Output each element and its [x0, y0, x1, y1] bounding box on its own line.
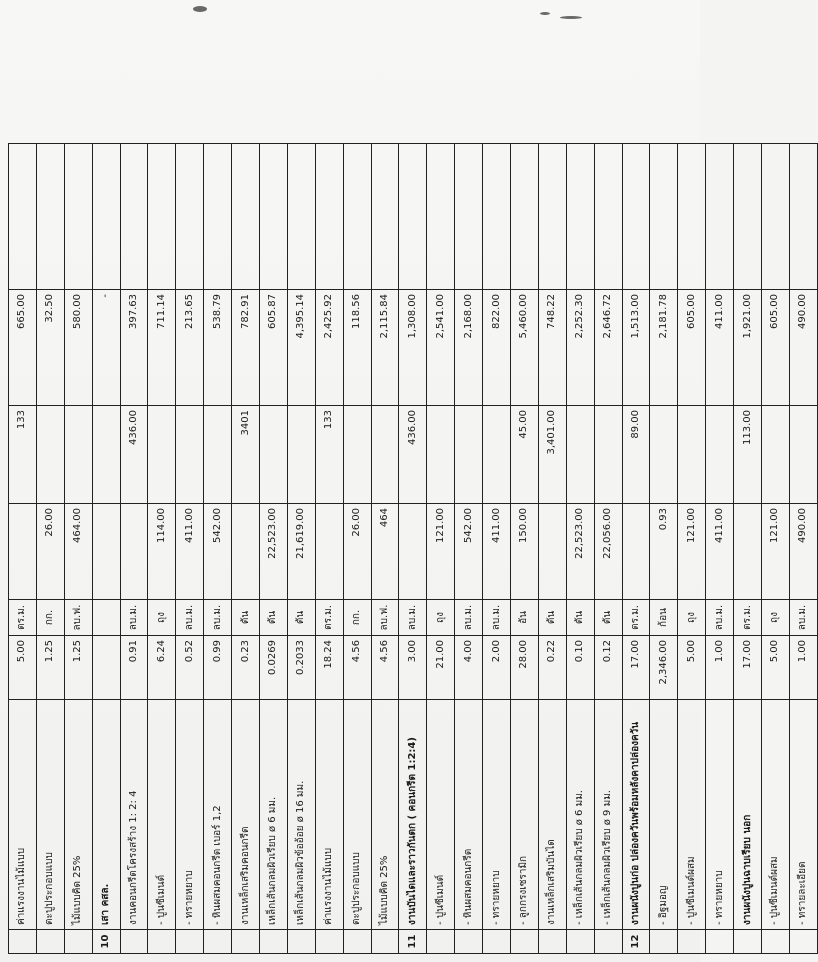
item-number-cell — [455, 930, 483, 954]
quantity-cell: 5.00 — [9, 636, 37, 700]
material-unit-price-cell — [399, 504, 427, 600]
total-cost-cell: 4,395.14 — [287, 290, 315, 406]
total-cost-cell: 580.00 — [64, 290, 92, 406]
description-cell: - หินผสมคอนกรีต เบอร์ 1,2 — [204, 700, 232, 930]
table-row — [538, 144, 566, 954]
table-body — [9, 144, 818, 954]
unit-cell: ตัน — [232, 600, 260, 636]
description-cell: เหล็กเส้นกลมผิวเรียบ ø 6 มม. — [260, 700, 288, 930]
quantity-cell: 17.00 — [622, 636, 650, 700]
description-cell: งานบันไดและราวกันตก ( คอนกรีต 1:2:4) — [399, 700, 427, 930]
material-unit-price-cell — [92, 504, 120, 600]
total-cost-cell: 1,308.00 — [399, 290, 427, 406]
total-cost-cell: 32.50 — [36, 290, 64, 406]
material-unit-price-cell — [622, 504, 650, 600]
item-number-cell — [566, 930, 594, 954]
quantity-cell: 5.00 — [678, 636, 706, 700]
unit-cell: ลบ.ม. — [483, 600, 511, 636]
quantity-cell: 28.00 — [511, 636, 539, 700]
quantity-cell: 6.24 — [148, 636, 176, 700]
item-number-cell: 12 — [622, 930, 650, 954]
item-number-cell — [594, 930, 622, 954]
material-unit-price-cell — [734, 504, 762, 600]
table-row — [204, 144, 232, 954]
labor-unit-price-cell: 3401 — [232, 406, 260, 504]
unit-cell: ตัน — [538, 600, 566, 636]
remark-cell — [483, 144, 511, 290]
total-cost-cell: 2,252.30 — [566, 290, 594, 406]
labor-unit-price-cell — [287, 406, 315, 504]
table-row — [650, 144, 678, 954]
quantity-cell: 4.56 — [371, 636, 399, 700]
quantity-cell: 1.25 — [64, 636, 92, 700]
unit-cell: ถุง — [762, 600, 790, 636]
unit-cell: กก. — [343, 600, 371, 636]
total-cost-cell: 711.14 — [148, 290, 176, 406]
remark-cell — [706, 144, 734, 290]
labor-unit-price-cell — [427, 406, 455, 504]
unit-cell: ตัน — [566, 600, 594, 636]
total-cost-cell: 605.00 — [762, 290, 790, 406]
quantity-cell: 3.00 — [399, 636, 427, 700]
material-unit-price-cell: 490.00 — [789, 504, 817, 600]
unit-cell: ลบ.ม. — [176, 600, 204, 636]
labor-unit-price-cell: 45.00 — [511, 406, 539, 504]
quantity-cell: 0.10 — [566, 636, 594, 700]
remark-cell — [538, 144, 566, 290]
quantity-cell — [92, 636, 120, 700]
item-number-cell — [343, 930, 371, 954]
table-row — [455, 144, 483, 954]
material-unit-price-cell: 114.00 — [148, 504, 176, 600]
table-row — [399, 144, 427, 954]
quantity-cell: 21.00 — [427, 636, 455, 700]
item-number-cell — [762, 930, 790, 954]
total-cost-cell: 411.00 — [706, 290, 734, 406]
item-number-cell — [371, 930, 399, 954]
labor-unit-price-cell — [176, 406, 204, 504]
table-row — [36, 144, 64, 954]
table-row — [371, 144, 399, 954]
material-unit-price-cell — [120, 504, 148, 600]
unit-cell: ถุง — [148, 600, 176, 636]
total-cost-cell: 605.00 — [678, 290, 706, 406]
remark-cell — [622, 144, 650, 290]
quantity-cell: 18.24 — [315, 636, 343, 700]
description-cell: งานผนังปูนก่อ ปล่องควันพร้อมหลังคาปล่องควัน — [622, 700, 650, 930]
remark-cell — [287, 144, 315, 290]
description-cell: งานผนังปูนฉาบเรียบ นอก — [734, 700, 762, 930]
remark-cell — [9, 144, 37, 290]
material-unit-price-cell: 26.00 — [36, 504, 64, 600]
material-unit-price-cell — [9, 504, 37, 600]
description-cell: - เหล็กเส้นกลมผิวเรียบ ø 9 มม. — [594, 700, 622, 930]
material-unit-price-cell: 22,523.00 — [566, 504, 594, 600]
total-cost-cell: 118.56 — [343, 290, 371, 406]
material-unit-price-cell: 26.00 — [343, 504, 371, 600]
material-unit-price-cell: 121.00 — [427, 504, 455, 600]
remark-cell — [789, 144, 817, 290]
labor-unit-price-cell: 436.00 — [399, 406, 427, 504]
unit-cell: ลบ.ม. — [204, 600, 232, 636]
item-number-cell — [9, 930, 37, 954]
quantity-cell: 0.91 — [120, 636, 148, 700]
item-number-cell — [678, 930, 706, 954]
item-number-cell — [706, 930, 734, 954]
remark-cell — [260, 144, 288, 290]
item-number-cell — [176, 930, 204, 954]
total-cost-cell: 2,541.00 — [427, 290, 455, 406]
unit-cell: ลบ.ฟ. — [371, 600, 399, 636]
unit-cell: ถุง — [427, 600, 455, 636]
total-cost-cell: 538.79 — [204, 290, 232, 406]
remark-cell — [343, 144, 371, 290]
labor-unit-price-cell: 113.00 — [734, 406, 762, 504]
table-row — [706, 144, 734, 954]
unit-cell: ตร.ม. — [9, 600, 37, 636]
unit-cell: ถุง — [678, 600, 706, 636]
table-row — [511, 144, 539, 954]
unit-cell: ตัน — [594, 600, 622, 636]
unit-cell: ตร.ม. — [734, 600, 762, 636]
description-cell: ตะปูประกอบแบบ — [36, 700, 64, 930]
remark-cell — [650, 144, 678, 290]
description-cell: ค่าแรงงานไม้แบบ — [9, 700, 37, 930]
table-row — [789, 144, 817, 954]
remark-cell — [678, 144, 706, 290]
quantity-cell: 2,346.00 — [650, 636, 678, 700]
material-unit-price-cell: 22,056.00 — [594, 504, 622, 600]
table-row — [120, 144, 148, 954]
labor-unit-price-cell: 133 — [9, 406, 37, 504]
quantity-cell: 5.00 — [762, 636, 790, 700]
description-cell: เหล็กเส้นกลมผิวข้ออ้อย ø 16 มม. — [287, 700, 315, 930]
table-row — [287, 144, 315, 954]
total-cost-cell: 605.87 — [260, 290, 288, 406]
material-unit-price-cell: 464.00 — [64, 504, 92, 600]
quantity-cell: 1.25 — [36, 636, 64, 700]
quantity-cell: 0.23 — [232, 636, 260, 700]
labor-unit-price-cell — [371, 406, 399, 504]
total-cost-cell: 2,425.92 — [315, 290, 343, 406]
remark-cell — [148, 144, 176, 290]
quantity-cell: 4.00 — [455, 636, 483, 700]
description-cell: - ทรายหยาบ — [706, 700, 734, 930]
table-row — [148, 144, 176, 954]
table-row — [734, 144, 762, 954]
labor-unit-price-cell — [650, 406, 678, 504]
remark-cell — [315, 144, 343, 290]
item-number-cell — [287, 930, 315, 954]
item-number-cell — [650, 930, 678, 954]
labor-unit-price-cell — [455, 406, 483, 504]
item-number-cell — [315, 930, 343, 954]
item-number-cell — [538, 930, 566, 954]
remark-cell — [64, 144, 92, 290]
description-cell: - ลูกกรงเซรามิก — [511, 700, 539, 930]
total-cost-cell: 5,460.00 — [511, 290, 539, 406]
quantity-cell: 1.00 — [706, 636, 734, 700]
labor-unit-price-cell: 436.00 — [120, 406, 148, 504]
description-cell: - ทรายหยาบ — [176, 700, 204, 930]
unit-cell: ลบ.ม. — [455, 600, 483, 636]
remark-cell — [762, 144, 790, 290]
item-number-cell — [734, 930, 762, 954]
material-unit-price-cell: 150.00 — [511, 504, 539, 600]
unit-cell: ตร.ม. — [622, 600, 650, 636]
material-unit-price-cell: 411.00 — [706, 504, 734, 600]
material-unit-price-cell: 22,523.00 — [260, 504, 288, 600]
scan-smudge — [540, 12, 550, 15]
remark-cell — [204, 144, 232, 290]
total-cost-cell: 2,646.72 — [594, 290, 622, 406]
item-number-cell — [148, 930, 176, 954]
description-cell: เสา คสล. — [92, 700, 120, 930]
table-row — [427, 144, 455, 954]
material-unit-price-cell — [538, 504, 566, 600]
labor-unit-price-cell — [260, 406, 288, 504]
quantity-cell: 0.0269 — [260, 636, 288, 700]
quantity-cell: 4.56 — [343, 636, 371, 700]
unit-cell: ลบ.ม. — [789, 600, 817, 636]
total-cost-cell: 213.65 — [176, 290, 204, 406]
table-row — [678, 144, 706, 954]
labor-unit-price-cell — [148, 406, 176, 504]
rotated-cost-table-page — [8, 144, 809, 954]
description-cell: ไม้แบบคิด 25% — [64, 700, 92, 930]
table-row — [176, 144, 204, 954]
labor-unit-price-cell — [762, 406, 790, 504]
material-unit-price-cell — [315, 504, 343, 600]
labor-unit-price-cell — [483, 406, 511, 504]
description-cell: งานเหล็กเสริมคอนกรีต — [232, 700, 260, 930]
item-number-cell — [260, 930, 288, 954]
total-cost-cell: 1,921.00 — [734, 290, 762, 406]
table-row — [594, 144, 622, 954]
labor-unit-price-cell — [343, 406, 371, 504]
table-row — [343, 144, 371, 954]
item-number-cell — [483, 930, 511, 954]
remark-cell — [594, 144, 622, 290]
quantity-cell: 17.00 — [734, 636, 762, 700]
total-cost-cell: 2,168.00 — [455, 290, 483, 406]
remark-cell — [176, 144, 204, 290]
description-cell: - อิฐมอญ — [650, 700, 678, 930]
labor-unit-price-cell — [566, 406, 594, 504]
labor-unit-price-cell — [678, 406, 706, 504]
total-cost-cell: 397.63 — [120, 290, 148, 406]
remark-cell — [511, 144, 539, 290]
unit-cell: กก. — [36, 600, 64, 636]
unit-cell: ลบ.ม. — [120, 600, 148, 636]
total-cost-cell: 490.00 — [789, 290, 817, 406]
table-row — [64, 144, 92, 954]
description-cell: - ทรายหยาบ — [483, 700, 511, 930]
item-number-cell — [204, 930, 232, 954]
item-number-cell: 10 — [92, 930, 120, 954]
quantity-cell: 0.12 — [594, 636, 622, 700]
description-cell: ตะปูประกอบแบบ — [343, 700, 371, 930]
table-row — [566, 144, 594, 954]
quantity-cell: 1.00 — [789, 636, 817, 700]
table-row — [260, 144, 288, 954]
labor-unit-price-cell: 133 — [315, 406, 343, 504]
material-unit-price-cell: 411.00 — [176, 504, 204, 600]
labor-unit-price-cell — [204, 406, 232, 504]
total-cost-cell: - — [92, 290, 120, 406]
material-unit-price-cell: 21,619.00 — [287, 504, 315, 600]
total-cost-cell: 665.00 — [9, 290, 37, 406]
labor-unit-price-cell: 3,401.00 — [538, 406, 566, 504]
table-row — [483, 144, 511, 954]
table-row — [762, 144, 790, 954]
remark-cell — [36, 144, 64, 290]
scan-smudge — [560, 16, 582, 19]
unit-cell — [92, 600, 120, 636]
description-cell: ค่าแรงงานไม้แบบ — [315, 700, 343, 930]
material-unit-price-cell: 542.00 — [204, 504, 232, 600]
description-cell: - เหล็กเส้นกลมผิวเรียบ ø 6 มม. — [566, 700, 594, 930]
total-cost-cell: 822.00 — [483, 290, 511, 406]
labor-unit-price-cell — [706, 406, 734, 504]
total-cost-cell: 782.91 — [232, 290, 260, 406]
table-row — [622, 144, 650, 954]
unit-cell: ลบ.ม. — [706, 600, 734, 636]
description-cell: - ปูนซีเมนต์ — [148, 700, 176, 930]
material-unit-price-cell: 121.00 — [678, 504, 706, 600]
description-cell: - หินผสมคอนกรีต — [455, 700, 483, 930]
material-unit-price-cell: 121.00 — [762, 504, 790, 600]
remark-cell — [399, 144, 427, 290]
unit-cell: ก้อน — [650, 600, 678, 636]
material-unit-price-cell — [232, 504, 260, 600]
remark-cell — [734, 144, 762, 290]
description-cell: งานเหล็กเสริมบันได — [538, 700, 566, 930]
remark-cell — [427, 144, 455, 290]
item-number-cell: 11 — [399, 930, 427, 954]
item-number-cell — [120, 930, 148, 954]
cost-estimate-table — [8, 143, 818, 954]
total-cost-cell: 1,513.00 — [622, 290, 650, 406]
quantity-cell: 0.52 — [176, 636, 204, 700]
material-unit-price-cell: 0.93 — [650, 504, 678, 600]
quantity-cell: 0.2033 — [287, 636, 315, 700]
unit-cell: อัน — [511, 600, 539, 636]
total-cost-cell: 2,115.84 — [371, 290, 399, 406]
item-number-cell — [232, 930, 260, 954]
table-row — [315, 144, 343, 954]
unit-cell: ลบ.ม. — [399, 600, 427, 636]
description-cell: งานคอนกรีตโครงสร้าง 1: 2: 4 — [120, 700, 148, 930]
material-unit-price-cell: 411.00 — [483, 504, 511, 600]
remark-cell — [455, 144, 483, 290]
quantity-cell: 2.00 — [483, 636, 511, 700]
item-number-cell — [789, 930, 817, 954]
table-row — [232, 144, 260, 954]
quantity-cell: 0.99 — [204, 636, 232, 700]
labor-unit-price-cell: 89.00 — [622, 406, 650, 504]
quantity-cell: 0.22 — [538, 636, 566, 700]
labor-unit-price-cell — [594, 406, 622, 504]
total-cost-cell: 748.22 — [538, 290, 566, 406]
item-number-cell — [511, 930, 539, 954]
item-number-cell — [36, 930, 64, 954]
material-unit-price-cell: 542.00 — [455, 504, 483, 600]
unit-cell: ตัน — [260, 600, 288, 636]
remark-cell — [371, 144, 399, 290]
description-cell: - ปูนซีเมนต์ผสม — [762, 700, 790, 930]
scan-smudge — [193, 6, 207, 12]
unit-cell: ตัน — [287, 600, 315, 636]
description-cell: - ปูนซีเมนต์ผสม — [678, 700, 706, 930]
material-unit-price-cell: 464 — [371, 504, 399, 600]
labor-unit-price-cell — [64, 406, 92, 504]
unit-cell: ลบ.ฟ. — [64, 600, 92, 636]
table-row — [92, 144, 120, 954]
remark-cell — [120, 144, 148, 290]
remark-cell — [566, 144, 594, 290]
remark-cell — [232, 144, 260, 290]
description-cell: - ทรายละเอียด — [789, 700, 817, 930]
labor-unit-price-cell — [789, 406, 817, 504]
labor-unit-price-cell — [36, 406, 64, 504]
item-number-cell — [64, 930, 92, 954]
unit-cell: ตร.ม. — [315, 600, 343, 636]
remark-cell — [92, 144, 120, 290]
labor-unit-price-cell — [92, 406, 120, 504]
description-cell: ไม้แบบคิด 25% — [371, 700, 399, 930]
table-row — [9, 144, 37, 954]
item-number-cell — [427, 930, 455, 954]
total-cost-cell: 2,181.78 — [650, 290, 678, 406]
description-cell: - ปูนซีเมนต์ — [427, 700, 455, 930]
